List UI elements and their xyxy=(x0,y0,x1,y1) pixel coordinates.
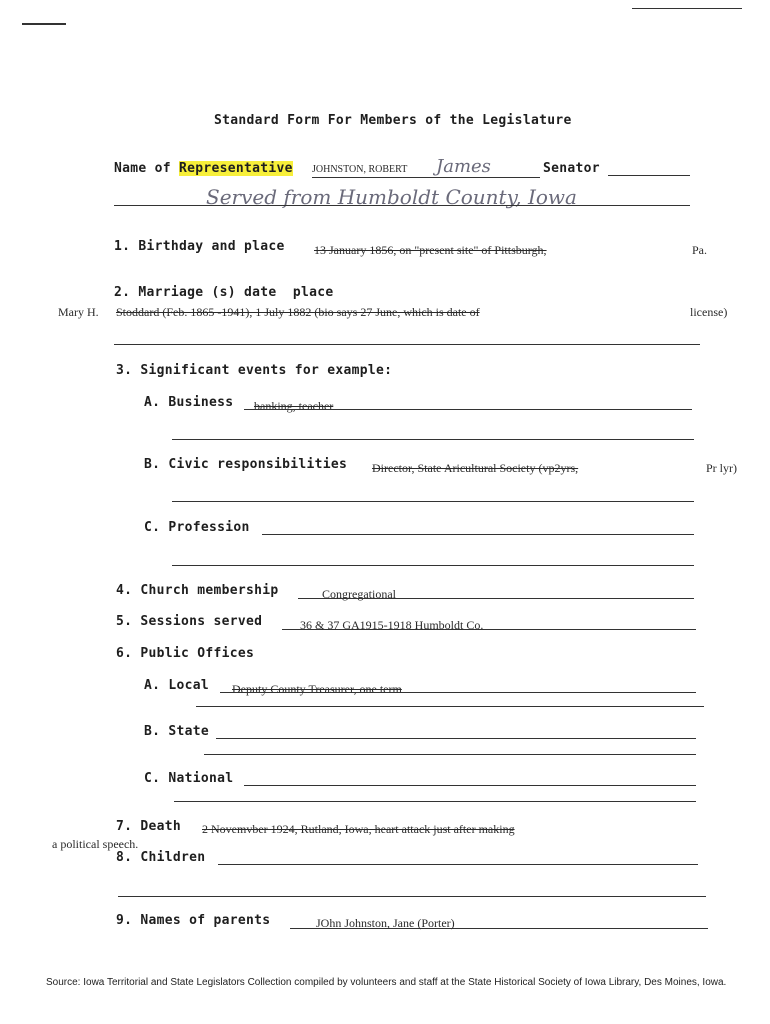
birthday-tail: Pa. xyxy=(692,243,707,257)
death-label: 7. Death xyxy=(116,819,182,834)
marriage-tail: license) xyxy=(690,305,728,319)
death-value: 2 Novemvber 1924, Rutland, Iowa, heart attack just after making xyxy=(202,822,515,836)
sessions-label: 5. Sessions served xyxy=(116,614,263,629)
national-label: C. National xyxy=(144,771,234,786)
birthday-value: 13 January 1856, on "present site" of Pittsburgh, xyxy=(314,243,547,257)
local-line xyxy=(220,692,696,693)
representative-label: Representative xyxy=(179,161,293,176)
parents-line xyxy=(290,928,708,929)
name-line xyxy=(312,177,540,178)
profession-line xyxy=(262,534,694,535)
business-value: banking, teacher xyxy=(254,399,334,413)
handwritten-note: Served from Humboldt County, Iowa xyxy=(206,185,577,209)
children-line xyxy=(218,864,698,865)
death-continuation: a political speech. xyxy=(52,837,139,851)
public-offices-label: 6. Public Offices xyxy=(116,646,255,661)
church-label: 4. Church membership xyxy=(116,583,279,598)
marriage-label xyxy=(114,285,333,300)
national-line-2 xyxy=(174,801,696,802)
form-title: Standard Form For Members of the Legislature xyxy=(214,113,572,128)
local-value: Deputy County Treasurer, one term xyxy=(232,682,402,696)
children-label: 8. Children xyxy=(116,850,206,865)
note-line xyxy=(114,205,690,206)
source-note: Source: Iowa Territorial and State Legislators Collection compiled by volunteers and staff at the State Historical Society of Iowa Library, Des Moines, Iowa. xyxy=(46,977,727,988)
church-line xyxy=(298,598,694,599)
senator-line xyxy=(608,175,690,176)
name-row xyxy=(114,161,293,176)
senator-label: Senator xyxy=(543,161,600,176)
handwritten-name: James xyxy=(436,156,491,177)
marriage-value: Stoddard (Feb. 1865 -1941), 1 July 1882 (bio says 27 June, which is date of xyxy=(116,305,480,319)
business-line-2 xyxy=(172,439,694,440)
state-line xyxy=(216,738,696,739)
parents-label: 9. Names of parents xyxy=(116,913,271,928)
state-label: B. State xyxy=(144,724,210,739)
events-label: 3. Significant events for example: xyxy=(116,363,393,378)
civic-tail: Pr lyr) xyxy=(706,461,737,475)
marriage-place-label: place xyxy=(292,285,334,300)
national-line xyxy=(244,785,696,786)
typed-name: JOHNSTON, ROBERT xyxy=(312,164,408,175)
church-value: Congregational xyxy=(322,587,396,601)
marriage-date-label: 2. Marriage (s) date xyxy=(114,285,277,300)
parents-value: JOhn Johnston, Jane (Porter) xyxy=(316,916,455,930)
civic-value: Director, State Aricultural Society (vp2yrs, xyxy=(372,461,579,475)
children-line-2 xyxy=(118,896,706,897)
civic-line-2 xyxy=(172,501,694,502)
scan-mark-top-right xyxy=(632,8,742,9)
business-line xyxy=(244,409,692,410)
name-label: Name of xyxy=(114,161,180,176)
state-line-2 xyxy=(204,754,696,755)
profession-label: C. Profession xyxy=(144,520,250,535)
birthday-label: 1. Birthday and place xyxy=(114,239,285,254)
marriage-line-2 xyxy=(114,344,700,345)
scan-mark-top-left xyxy=(22,23,66,25)
local-label: A. Local xyxy=(144,678,210,693)
local-line-2 xyxy=(196,706,704,707)
sessions-line xyxy=(282,629,696,630)
civic-label: B. Civic responsibilities xyxy=(144,457,348,472)
marriage-lead: Mary H. xyxy=(58,305,99,319)
profession-line-2 xyxy=(172,565,694,566)
sessions-value: 36 & 37 GA1915-1918 Humboldt Co. xyxy=(300,618,484,632)
business-label: A. Business xyxy=(144,395,234,410)
